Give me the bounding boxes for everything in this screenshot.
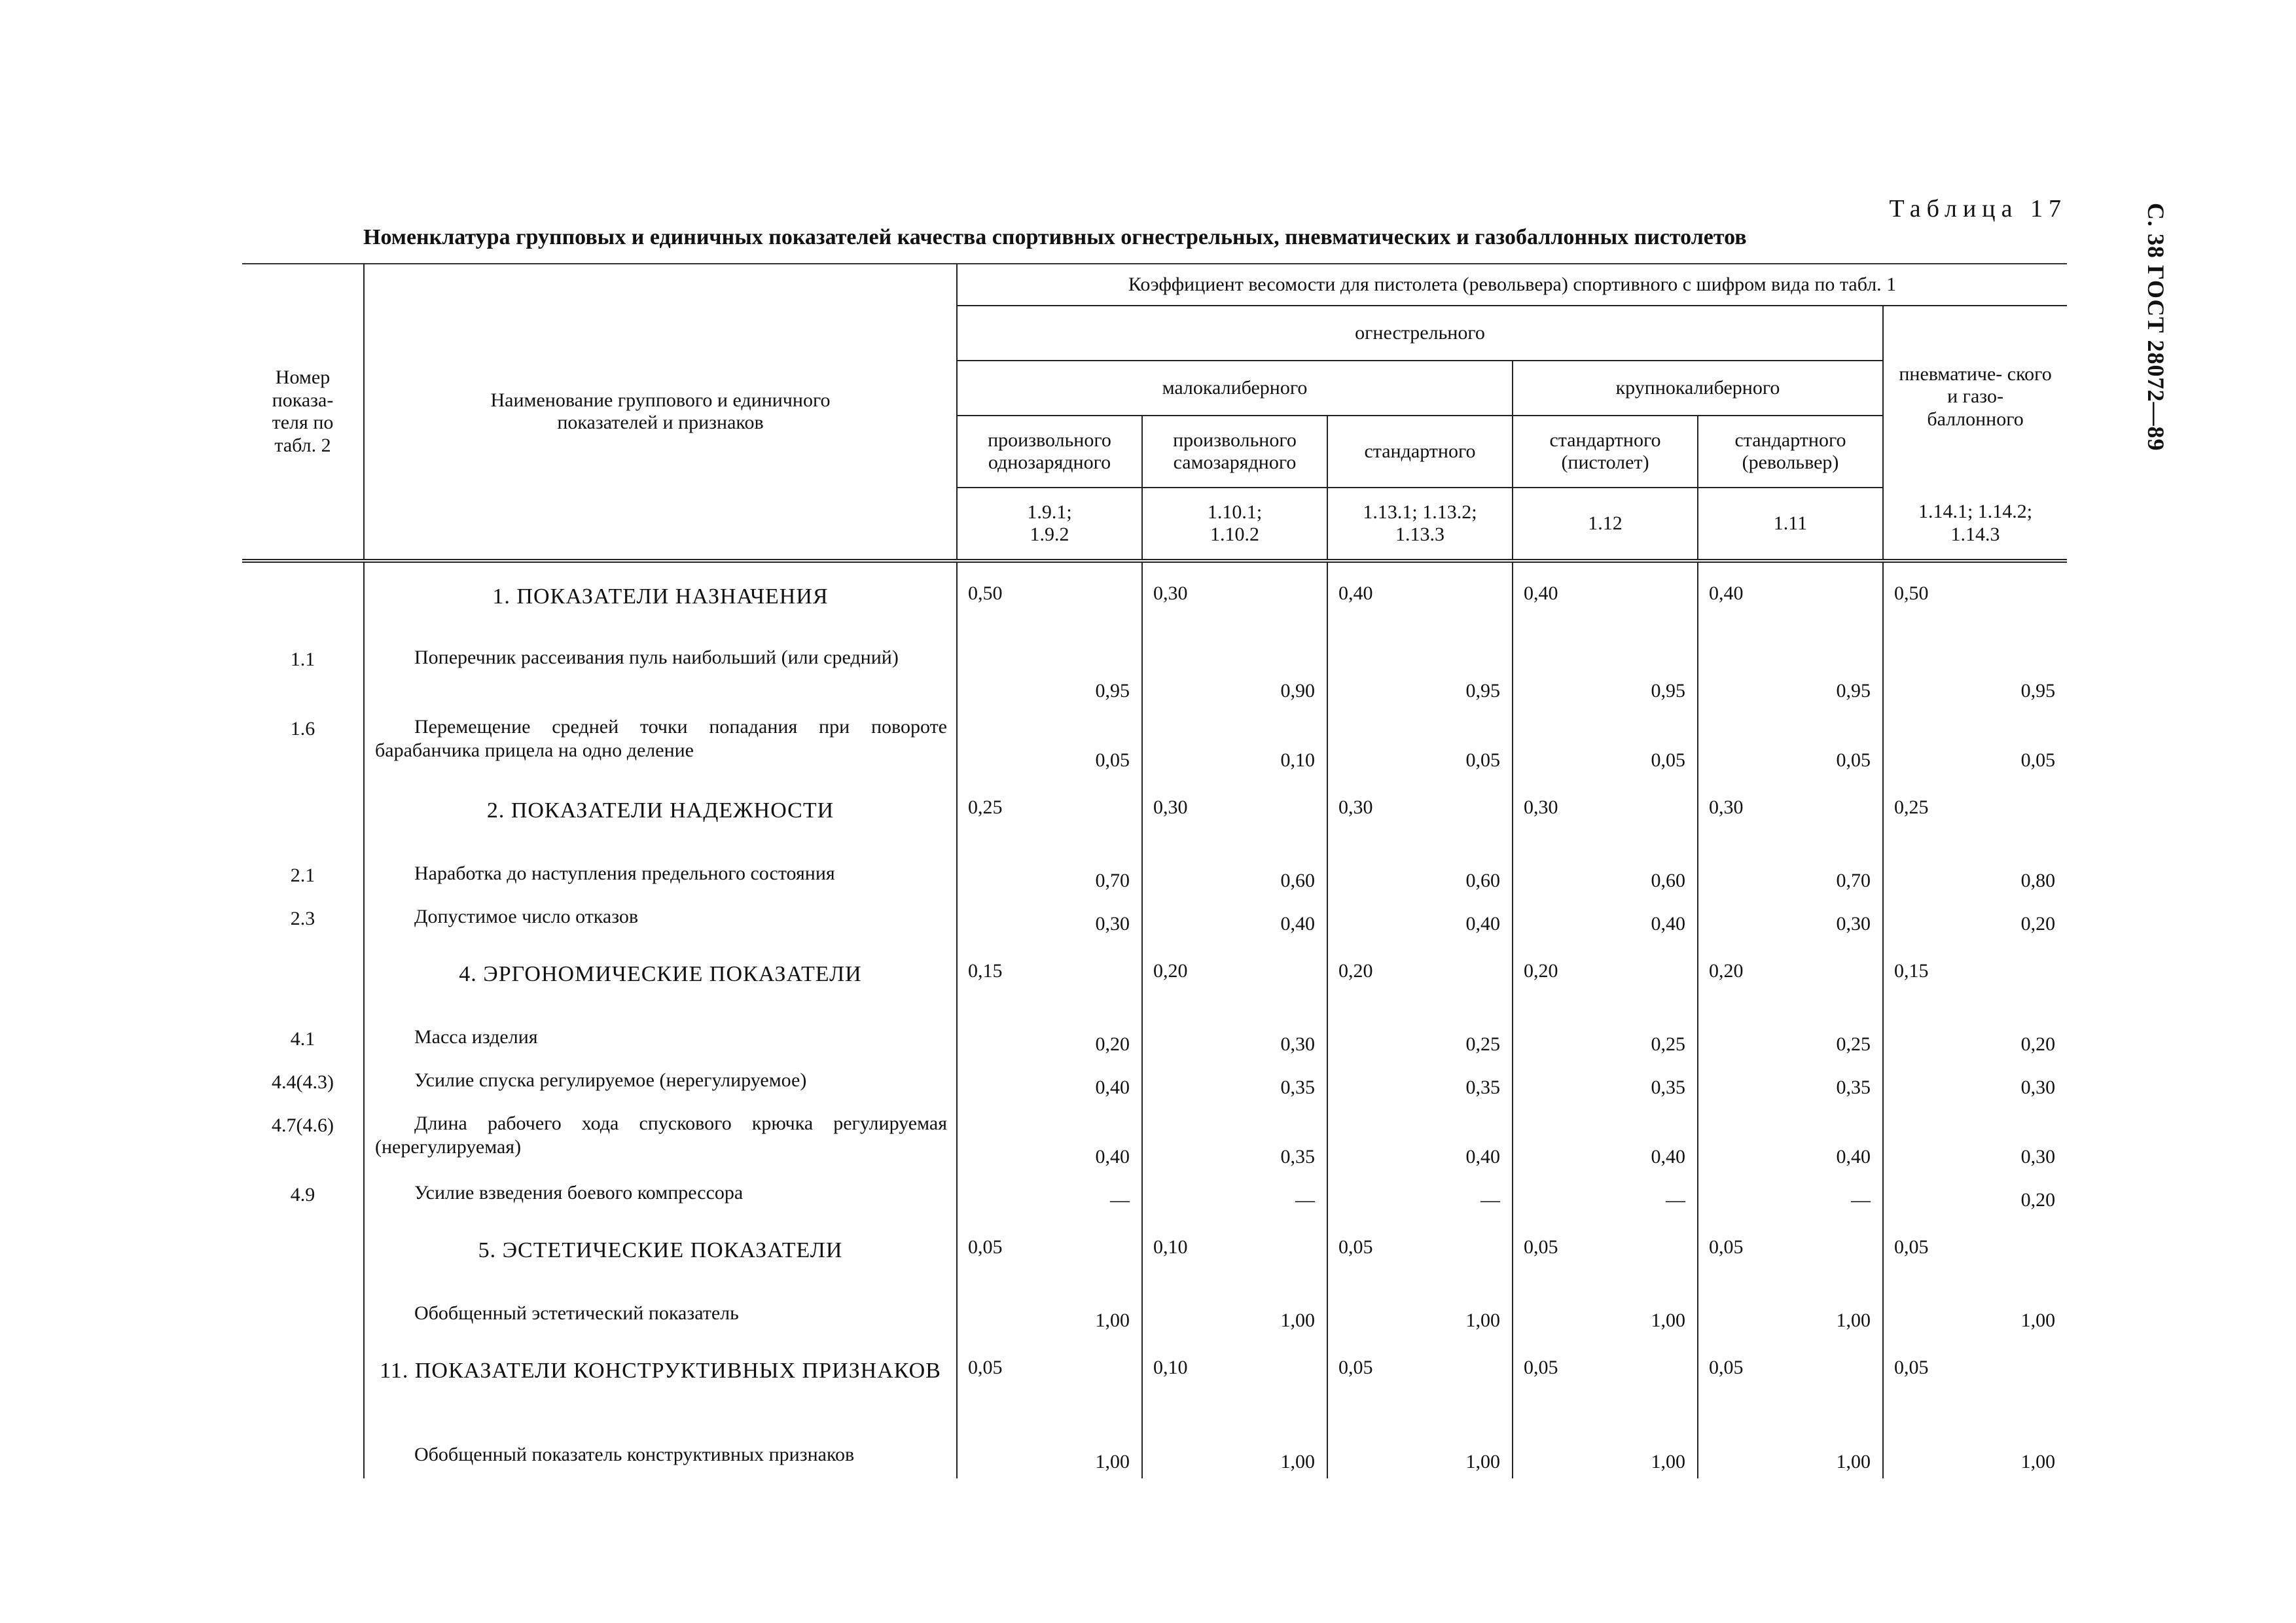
indicator-weight-value: 0,40 [1327,897,1513,940]
group-title: 1. ПОКАЗАТЕЛИ НАЗНАЧЕНИЯ [364,561,957,638]
indicator-number [242,1435,364,1478]
indicator-row [242,897,2067,940]
table-number: Таблица 17 [1889,195,2067,223]
indicator-weight-value: 0,20 [1883,897,2067,940]
indicator-name-text: Длина рабочего хода спускового крючка регулируемая (нерегулируемая) [375,1113,947,1158]
indicator-name-text: Поперечник рассеивания пуль наибольший (или средний) [414,647,899,668]
indicator-row [242,1173,2067,1217]
indicator-weight-value: 1,00 [957,1435,1142,1478]
indicator-weight-value: 0,35 [1513,1061,1698,1104]
header-col-2: произвольного самозарядного [1142,416,1327,488]
group-weight-value: 0,05 [1698,1217,1883,1294]
indicator-name [364,1173,957,1217]
group-number-cell [242,1217,364,1294]
group-weight-value: 0,05 [957,1337,1142,1435]
indicator-row [242,707,2067,777]
group-title: 2. ПОКАЗАТЕЛИ НАДЕЖНОСТИ [364,777,957,854]
header-indicator-number: Номер показа- теля по табл. 2 [242,264,364,561]
indicator-name [364,638,957,707]
indicator-number [242,1294,364,1337]
indicator-weight-value: 0,30 [1698,897,1883,940]
indicator-weight-value: 0,20 [1883,1018,2067,1061]
indicator-weight-value: 0,05 [1698,707,1883,777]
indicator-name [364,707,957,777]
header-firearm: огнестрельного [957,306,1883,361]
indicator-weight-value: 0,35 [1698,1061,1883,1104]
indicator-name-text: Допустимое число отказов [414,906,639,927]
group-weight-value: 0,30 [1142,561,1327,638]
indicator-weight-value: 0,40 [1142,897,1327,940]
group-row [242,1337,2067,1435]
group-row [242,561,2067,638]
indicator-number: 4.7(4.6) [272,1115,334,1136]
indicator-row [242,638,2067,707]
indicator-weight-value: 0,35 [1142,1104,1327,1173]
table-caption: Номенклатура групповых и единичных показателей качества спортивных огнестрельных, пневматических и газобаллонных пистолетов [363,225,1747,249]
header-col-5: стандартного (револьвер) [1698,416,1883,488]
group-weight-value: 0,15 [1883,940,2067,1018]
indicator-weight-value: 0,05 [1883,707,2067,777]
indicator-weight-value: 1,00 [1513,1435,1698,1478]
indicator-name-text: Усилие взведения боевого компрессора [414,1182,744,1204]
indicator-weight-value: — [1142,1173,1327,1217]
group-weight-value: 0,05 [1883,1217,2067,1294]
indicator-number: 2.3 [290,908,315,929]
group-weight-value: 0,20 [1142,940,1327,1018]
group-number-cell [242,940,364,1018]
indicator-weight-value: 0,90 [1142,638,1327,707]
group-row [242,1217,2067,1294]
header-col-1: произвольного однозарядного [957,416,1142,488]
indicator-name [364,1061,957,1104]
indicator-weight-value: 1,00 [1883,1294,2067,1337]
indicator-number: 1.1 [290,649,315,670]
indicator-weight-value: 0,40 [1513,897,1698,940]
indicator-weight-value: 0,35 [1327,1061,1513,1104]
group-weight-value: 0,10 [1142,1337,1327,1435]
group-row [242,940,2067,1018]
group-weight-value: 0,20 [1698,940,1883,1018]
indicator-number: 1.6 [290,718,315,740]
group-weight-value: 0,25 [957,777,1142,854]
indicator-weight-value: 1,00 [1327,1435,1513,1478]
group-number-cell [242,561,364,638]
indicator-weight-value: 0,95 [1698,638,1883,707]
indicator-name [364,854,957,897]
indicator-number: 4.4(4.3) [272,1071,334,1093]
indicator-row [242,1104,2067,1173]
indicator-weight-value: 0,40 [957,1061,1142,1104]
indicator-weight-value: 0,60 [1327,854,1513,897]
indicator-weight-value: 0,05 [1513,707,1698,777]
group-weight-value: 0,05 [1513,1217,1698,1294]
group-row [242,777,2067,854]
code-col-1: 1.9.1; 1.9.2 [957,488,1142,561]
header-large-caliber: крупнокалиберного [1513,361,1883,416]
group-weight-value: 0,30 [1142,777,1327,854]
group-weight-value: 0,15 [957,940,1142,1018]
group-weight-value: 0,40 [1327,561,1513,638]
group-weight-value: 0,05 [1327,1217,1513,1294]
code-col-4: 1.12 [1513,488,1698,561]
group-weight-value: 0,50 [1883,561,2067,638]
page-running-title: С. 38 ГОСТ 28072—89 [2143,203,2169,452]
group-weight-value: 0,05 [1327,1337,1513,1435]
indicator-name-text: Усилие спуска регулируемое (нерегулируемое) [414,1069,807,1091]
group-weight-value: 0,50 [957,561,1142,638]
indicator-weight-value: 0,40 [1513,1104,1698,1173]
indicator-number: 4.9 [290,1184,315,1205]
indicator-name-text: Обобщенный эстетический показатель [414,1302,739,1324]
indicator-weight-value: 0,95 [1883,638,2067,707]
indicator-weight-value: 0,30 [1883,1104,2067,1173]
group-title: 5. ЭСТЕТИЧЕСКИЕ ПОКАЗАТЕЛИ [364,1217,957,1294]
group-weight-value: 0,20 [1513,940,1698,1018]
indicator-weight-value: 1,00 [1698,1435,1883,1478]
group-weight-value: 0,30 [1513,777,1698,854]
indicator-weight-value: 0,10 [1142,707,1327,777]
group-weight-value: 0,40 [1698,561,1883,638]
indicator-weight-value: — [1327,1173,1513,1217]
indicator-row [242,854,2067,897]
indicator-number: 4.1 [290,1028,315,1050]
code-col-5: 1.11 [1698,488,1883,561]
code-col-6: 1.14.1; 1.14.2; 1.14.3 [1883,488,2067,561]
indicator-weight-value: 0,60 [1142,854,1327,897]
code-col-2: 1.10.1; 1.10.2 [1142,488,1327,561]
indicator-name [364,1018,957,1061]
header-col-4: стандартного (пистолет) [1513,416,1698,488]
indicator-weight-value: 0,40 [957,1104,1142,1173]
indicator-weight-value: 1,00 [1142,1294,1327,1337]
indicator-weight-value: 0,05 [1327,707,1513,777]
indicator-weight-value: 0,95 [1513,638,1698,707]
group-title: 4. ЭРГОНОМИЧЕСКИЕ ПОКАЗАТЕЛИ [364,940,957,1018]
indicator-weight-value: 0,05 [957,707,1142,777]
indicator-weight-value: 0,25 [1513,1018,1698,1061]
indicator-weight-value: 0,30 [957,897,1142,940]
indicator-weight-value: 0,20 [1883,1173,2067,1217]
indicator-weight-value: — [957,1173,1142,1217]
indicator-weight-value: 0,40 [1327,1104,1513,1173]
indicator-weight-value: 0,30 [1883,1061,2067,1104]
group-weight-value: 0,25 [1883,777,2067,854]
group-weight-value: 0,30 [1698,777,1883,854]
indicator-number: 2.1 [290,865,315,886]
header-small-caliber: малокалиберного [957,361,1513,416]
header-col-3: стандартного [1327,416,1513,488]
indicator-weight-value: 1,00 [957,1294,1142,1337]
indicator-weight-value: 0,30 [1142,1018,1327,1061]
indicator-weight-value: — [1698,1173,1883,1217]
indicator-weight-value: 0,20 [957,1018,1142,1061]
code-col-3: 1.13.1; 1.13.2; 1.13.3 [1327,488,1513,561]
indicator-weight-value: 0,40 [1698,1104,1883,1173]
indicator-weight-value: 1,00 [1142,1435,1327,1478]
indicator-name-text: Обобщенный показатель конструктивных признаков [414,1444,855,1465]
indicator-weight-value: 0,35 [1142,1061,1327,1104]
indicator-weight-value: 0,70 [957,854,1142,897]
header-indicator-name: Наименование группового и единичного показателей и признаков [364,264,957,561]
indicator-weight-value: 0,95 [1327,638,1513,707]
indicator-weight-value: 0,25 [1327,1018,1513,1061]
indicator-weight-value: 1,00 [1513,1294,1698,1337]
quality-indicators-table [242,263,2067,1478]
indicator-name [364,897,957,940]
group-weight-value: 0,20 [1327,940,1513,1018]
indicator-weight-value: 1,00 [1698,1294,1883,1337]
table-body [242,561,2067,1478]
indicator-row [242,1018,2067,1061]
indicator-weight-value: 0,80 [1883,854,2067,897]
group-number-cell [242,777,364,854]
group-title: 11. ПОКАЗАТЕЛИ КОНСТРУКТИВНЫХ ПРИЗНАКОВ [364,1337,957,1435]
indicator-name-text: Масса изделия [414,1026,538,1048]
group-weight-value: 0,40 [1513,561,1698,638]
indicator-name-text: Наработка до наступления предельного состояния [414,863,835,884]
group-weight-value: 0,05 [1513,1337,1698,1435]
indicator-weight-value: 0,25 [1698,1018,1883,1061]
indicator-row [242,1061,2067,1104]
group-weight-value: 0,05 [1883,1337,2067,1435]
group-weight-value: 0,10 [1142,1217,1327,1294]
indicator-name-text: Перемещение средней точки попадания при повороте барабанчика прицела на одно деление [375,716,947,761]
indicator-name [364,1104,957,1173]
indicator-weight-value: — [1513,1173,1698,1217]
indicator-weight-value: 0,95 [957,638,1142,707]
indicator-name [364,1294,957,1337]
indicator-weight-value: 1,00 [1883,1435,2067,1478]
header-pneumatic: пневматиче- ского и газо- баллонного [1883,306,2067,488]
group-number-cell [242,1337,364,1435]
group-weight-value: 0,30 [1327,777,1513,854]
indicator-row [242,1294,2067,1337]
indicator-weight-value: 0,60 [1513,854,1698,897]
indicator-weight-value: 1,00 [1327,1294,1513,1337]
header-weight-coefficient: Коэффициент весомости для пистолета (револьвера) спортивного с шифром вида по табл. 1 [957,264,2067,306]
indicator-row [242,1435,2067,1478]
group-weight-value: 0,05 [957,1217,1142,1294]
indicator-weight-value: 0,70 [1698,854,1883,897]
indicator-name [364,1435,957,1478]
group-weight-value: 0,05 [1698,1337,1883,1435]
